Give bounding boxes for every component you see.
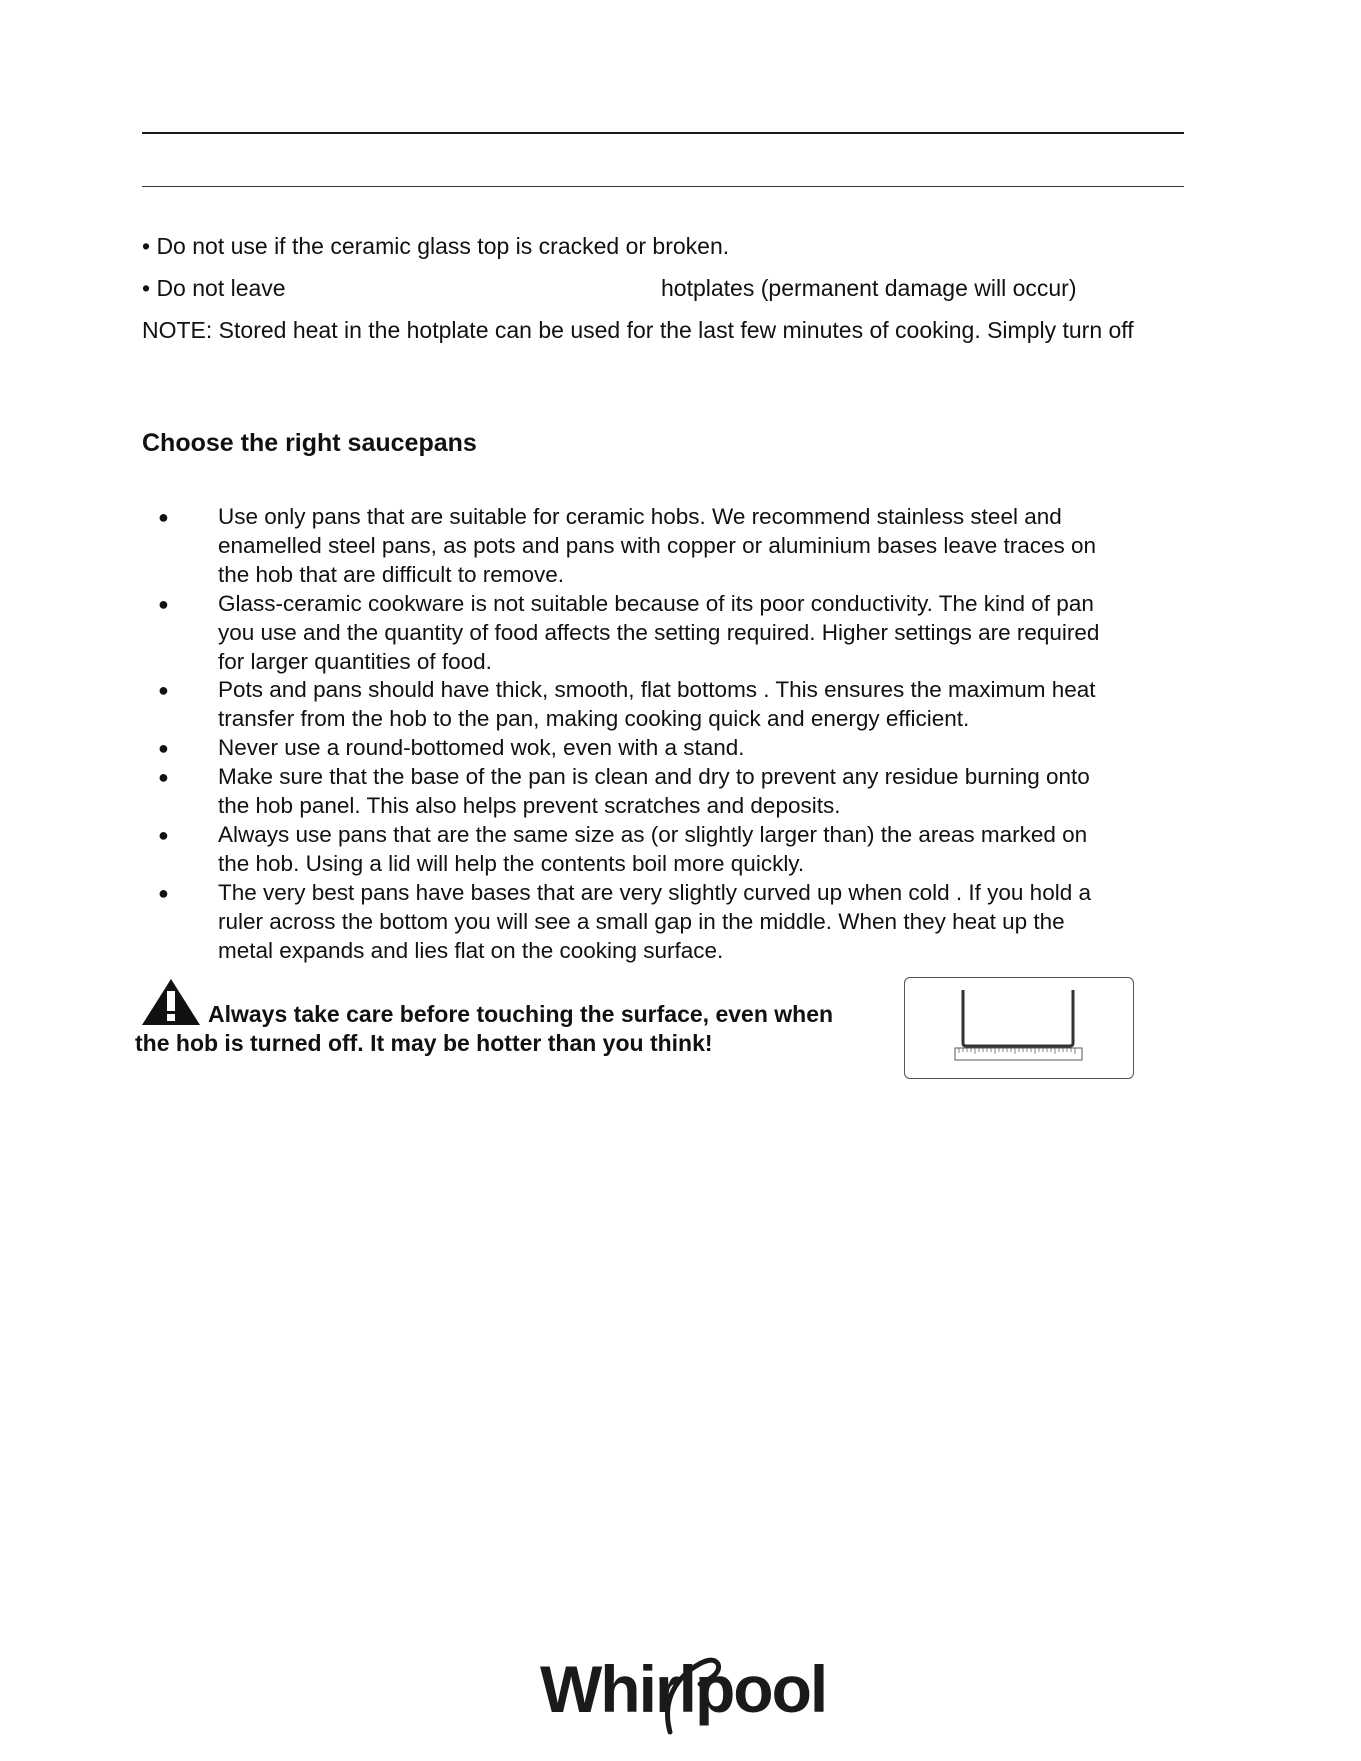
bullet-icon: ●: [158, 507, 169, 527]
bullet-icon: ●: [158, 680, 169, 701]
list-item-text: The very best pans have bases that are very slightly curved up when cold . If you hold a ruler across the bottom you will see a small gap in the middle. When they heat up the metal expands and lies flat on the cooking surface.: [218, 879, 1091, 963]
pan-on-ruler-icon: [905, 978, 1132, 1077]
whirlpool-logo: [540, 1640, 830, 1740]
list-item: [0, 503, 1108, 590]
stored-heat-note: NOTE: Stored heat in the hotplate can be used for the last few minutes of cooking. Simply turn off: [142, 317, 1134, 343]
list-item-text: Glass-ceramic cookware is not suitable because of its poor conductivity. The kind of pan you use and the quantity of food affects the setting required. Higher settings are required for larger quantities of food.: [218, 590, 1100, 674]
list-item: [0, 590, 1108, 677]
bullet-icon: ●: [158, 882, 169, 903]
warning-triangle-icon: [140, 977, 202, 1027]
pan-diagram: [904, 977, 1134, 1079]
header-rule-bottom: [142, 186, 1184, 187]
saucepan-tips-list: [0, 503, 1361, 966]
warning-text-line-2: the hob is turned off. It may be hotter than you think!: [135, 1030, 713, 1056]
section-heading: Choose the right saucepans: [142, 429, 477, 457]
safety-line-do-not-leave-end: hotplates (permanent damage will occur): [661, 275, 1077, 301]
list-item-text: Use only pans that are suitable for ceramic hobs. We recommend stainless steel and enamelled steel pans, as pots and pans with copper or aluminium bases leave traces on the hob that are difficult to remove.: [218, 504, 1097, 587]
safety-line-cracked-glass: • Do not use if the ceramic glass top is cracked or broken.: [142, 233, 730, 259]
list-item-text: Pots and pans should have thick, smooth, flat bottoms . This ensures the maximum heat transfer from the hob to the pan, making cooking quick and energy efficient.: [218, 677, 1096, 732]
bullet-icon: ●: [158, 824, 169, 845]
list-item: [0, 879, 1108, 966]
list-item: [0, 734, 1108, 763]
bullet-icon: ●: [158, 738, 169, 759]
bullet-icon: ●: [158, 767, 169, 788]
bullet-icon: ●: [158, 593, 169, 614]
list-item-text: Make sure that the base of the pan is clean and dry to prevent any residue burning onto the hob panel. This also helps prevent scratches and deposits.: [218, 764, 1090, 819]
list-item-text: Always use pans that are the same size as (or slightly larger than) the areas marked on the hob. Using a lid will help the contents boil more quickly.: [218, 821, 1088, 876]
brand-name: Whirlpool: [540, 1652, 827, 1726]
warning-text-line-1: Always take care before touching the surface, even when: [208, 1001, 834, 1027]
list-item: [0, 821, 1108, 879]
safety-line-do-not-leave-start: • Do not leave: [142, 275, 286, 301]
header-rule-top: [142, 132, 1184, 134]
list-item: [0, 676, 1108, 734]
list-item-text: Never use a round-bottomed wok, even with a stand.: [218, 735, 745, 761]
list-item: [0, 763, 1108, 821]
